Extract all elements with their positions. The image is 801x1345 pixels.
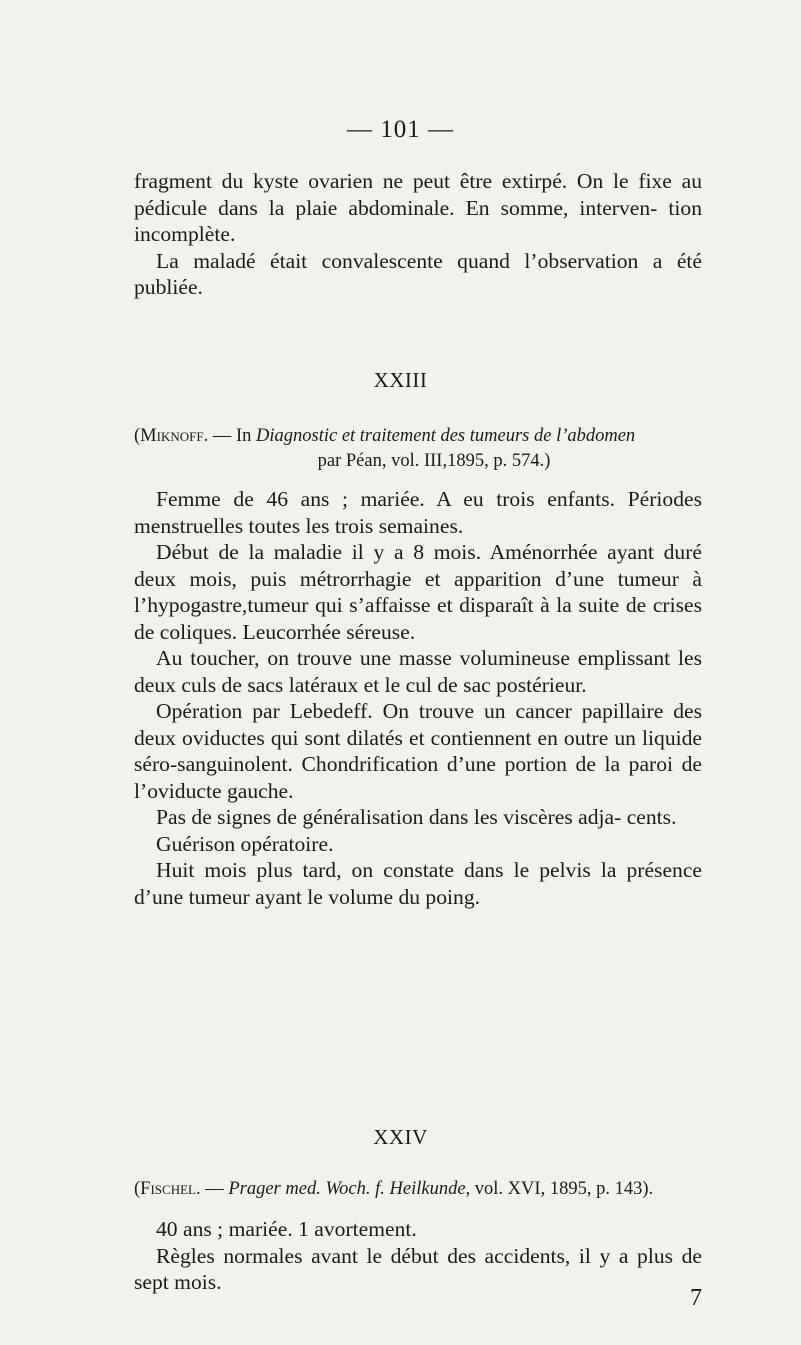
citation-publisher: par Péan, vol. III,1895, p. 574.)	[317, 451, 551, 471]
paragraph: Début de la maladie il y a 8 mois. Aménorrhée ayant duré deux mois, puis métrorrhagie et apparition d’une tumeur à l’hypogastre,tumeur qui s’affaisse et disparaît à la suite de crises de coliques. Leucorrhée séreuse.	[134, 540, 702, 644]
section-xxiii-body	[134, 486, 702, 910]
section-heading-xxiv: XXIV	[373, 1125, 428, 1149]
citation-work: Prager med. Woch. f. Heilkunde,	[228, 1179, 471, 1199]
citation-open: (	[134, 1179, 141, 1199]
citation-separator: — In	[208, 426, 256, 446]
paragraph: Opération par Lebedeff. On trouve un cancer papillaire des deux oviductes qui sont dilatés et contiennent en outre un liquide séro-sanguinolent. Chondrification d’une portion de la paroi de l’oviducte gauche.	[134, 699, 702, 803]
citation-details: vol. XVI, 1895, p. 143).	[470, 1179, 654, 1199]
citation-open: (	[134, 426, 141, 446]
section-xxiv-body	[134, 1216, 702, 1296]
section-heading-xxiii: XXIII	[373, 368, 428, 392]
citation-xxiii	[134, 424, 714, 474]
paragraph: Huit mois plus tard, on constate dans le pelvis la présence d’une tumeur ayant le volume du poing.	[134, 858, 702, 909]
paragraph: Femme de 46 ans ; mariée. A eu trois enfants. Périodes menstruelles toutes les trois semaines.	[134, 487, 702, 538]
citation-author: Miknoff.	[140, 426, 209, 446]
paragraph: 40 ans ; mariée. 1 avortement.	[156, 1217, 417, 1241]
citation-work: Diagnostic et traitement des tumeurs de l’abdomen	[256, 426, 636, 446]
signature-mark: 7	[690, 1285, 702, 1311]
paragraph: fragment du kyste ovarien ne peut être extirpé. On le fixe au pédicule dans la plaie abdominale. En somme, interven- tion incomplète.	[134, 169, 702, 246]
paragraph: La maladé était convalescente quand l’observation a été publiée.	[134, 248, 702, 299]
paragraph: Pas de signes de généralisation dans les viscères adja- cents.	[156, 805, 677, 829]
citation-xxiv	[134, 1177, 714, 1202]
continuation-text	[134, 168, 702, 301]
page-number: — 101 —	[347, 116, 454, 143]
paragraph: Au toucher, on trouve une masse volumineuse emplissant les deux culs de sacs latéraux et le cul de sac postérieur.	[134, 646, 702, 697]
paragraph: Guérison opératoire.	[156, 831, 334, 856]
citation-separator: —	[200, 1179, 229, 1199]
citation-author: Fischel.	[140, 1179, 201, 1199]
paragraph: Règles normales avant le début des accidents, il y a plus de sept mois.	[134, 1243, 702, 1294]
